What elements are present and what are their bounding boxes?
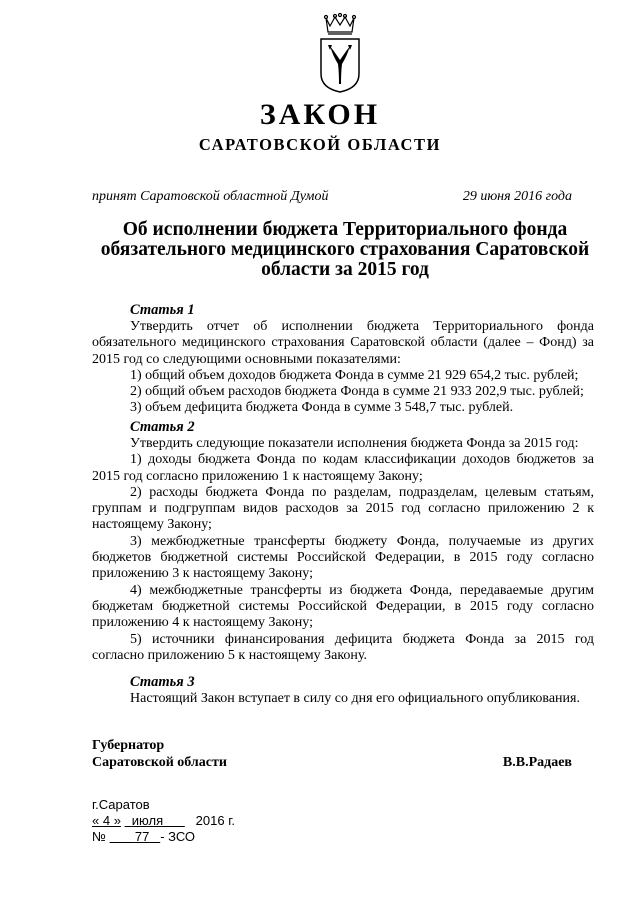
document-title: ЗАКОН bbox=[259, 98, 381, 131]
article-3-body bbox=[92, 691, 594, 707]
footer-number-suffix: - ЗСО bbox=[160, 829, 196, 844]
article-2-item: 4) межбюджетные трансферты из бюджета Фонда, передаваемые другим бюджетам бюджетной системы Российской Федерации, в 2015 году согласно приложению 4 к настоящему Закону; bbox=[92, 582, 594, 631]
article-3-text: Настоящий Закон вступает в силу со дня его официального опубликования. bbox=[130, 691, 580, 706]
article-1-body bbox=[92, 319, 594, 417]
adopted-by: принят Саратовской областной Думой bbox=[92, 189, 329, 204]
adopted-date: 29 июня 2016 года bbox=[462, 189, 572, 204]
article-2-item: 2) расходы бюджета Фонда по разделам, подразделам, целевым статьям, группам и подгруппам видов расходов за 2015 год согласно приложению 2 к настоящему Закону; bbox=[92, 484, 594, 533]
article-1-heading: Статья 1 bbox=[130, 302, 195, 318]
footer-number-sign: № bbox=[92, 829, 106, 844]
footer-date: « 4 » июля 2016 г. bbox=[92, 813, 235, 828]
coat-of-arms-icon bbox=[318, 12, 362, 94]
footer-number-value: 77 bbox=[134, 829, 150, 844]
article-2-intro: Утвердить следующие показатели исполнения бюджета Фонда за 2015 год: bbox=[130, 436, 579, 451]
footer-city: г.Саратов bbox=[92, 797, 150, 812]
article-1-item: 1) общий объем доходов бюджета Фонда в сумме 21 929 654,2 тыс. рублей; bbox=[130, 367, 579, 383]
signatory-name: В.В.Радаев bbox=[502, 755, 572, 770]
article-2-body bbox=[92, 436, 594, 664]
document-subtitle: САРАТОВСКОЙ ОБЛАСТИ bbox=[198, 135, 442, 154]
footer-month: июля bbox=[131, 813, 164, 828]
signatory-position bbox=[92, 737, 227, 771]
article-1-item: 2) общий объем расходов бюджета Фонда в сумме 21 933 202,9 тыс. рублей; bbox=[130, 384, 584, 400]
article-2-item: 5) источники финансирования дефицита бюджета Фонда за 2015 год согласно приложению 5 к настоящему Закону. bbox=[92, 631, 594, 663]
article-2-item: 1) доходы бюджета Фонда по кодам классификации доходов бюджетов за 2015 год согласно приложению 1 к настоящему Закону; bbox=[92, 452, 594, 484]
footer-day: 4 bbox=[102, 813, 111, 828]
document-footer bbox=[92, 797, 235, 845]
law-name: Об исполнении бюджета Территориального фонда обязательного медицинского страхования Саратовской области за 2015 год bbox=[100, 219, 590, 280]
footer-number bbox=[92, 829, 235, 845]
article-2-heading: Статья 2 bbox=[130, 419, 195, 435]
signatory-position-line: Саратовской области bbox=[92, 755, 227, 770]
footer-year: 2016 г. bbox=[195, 813, 235, 828]
article-1-intro: Утвердить отчет об исполнении бюджета Территориального фонда обязательного медицинского страхования Саратовской области (далее – Фонд) за 2015 год со следующими основными показателями: bbox=[92, 319, 594, 367]
article-2-item: 3) межбюджетные трансферты бюджету Фонда, получаемые из других бюджетов бюджетной системы Российской Федерации, в 2015 году согласно приложению 3 к настоящему Закону; bbox=[92, 533, 594, 582]
article-1-item: 3) объем дефицита бюджета Фонда в сумме 3 548,7 тыс. рублей. bbox=[130, 400, 514, 416]
article-3-heading: Статья 3 bbox=[130, 674, 195, 690]
signatory-position-line: Губернатор bbox=[92, 738, 165, 753]
